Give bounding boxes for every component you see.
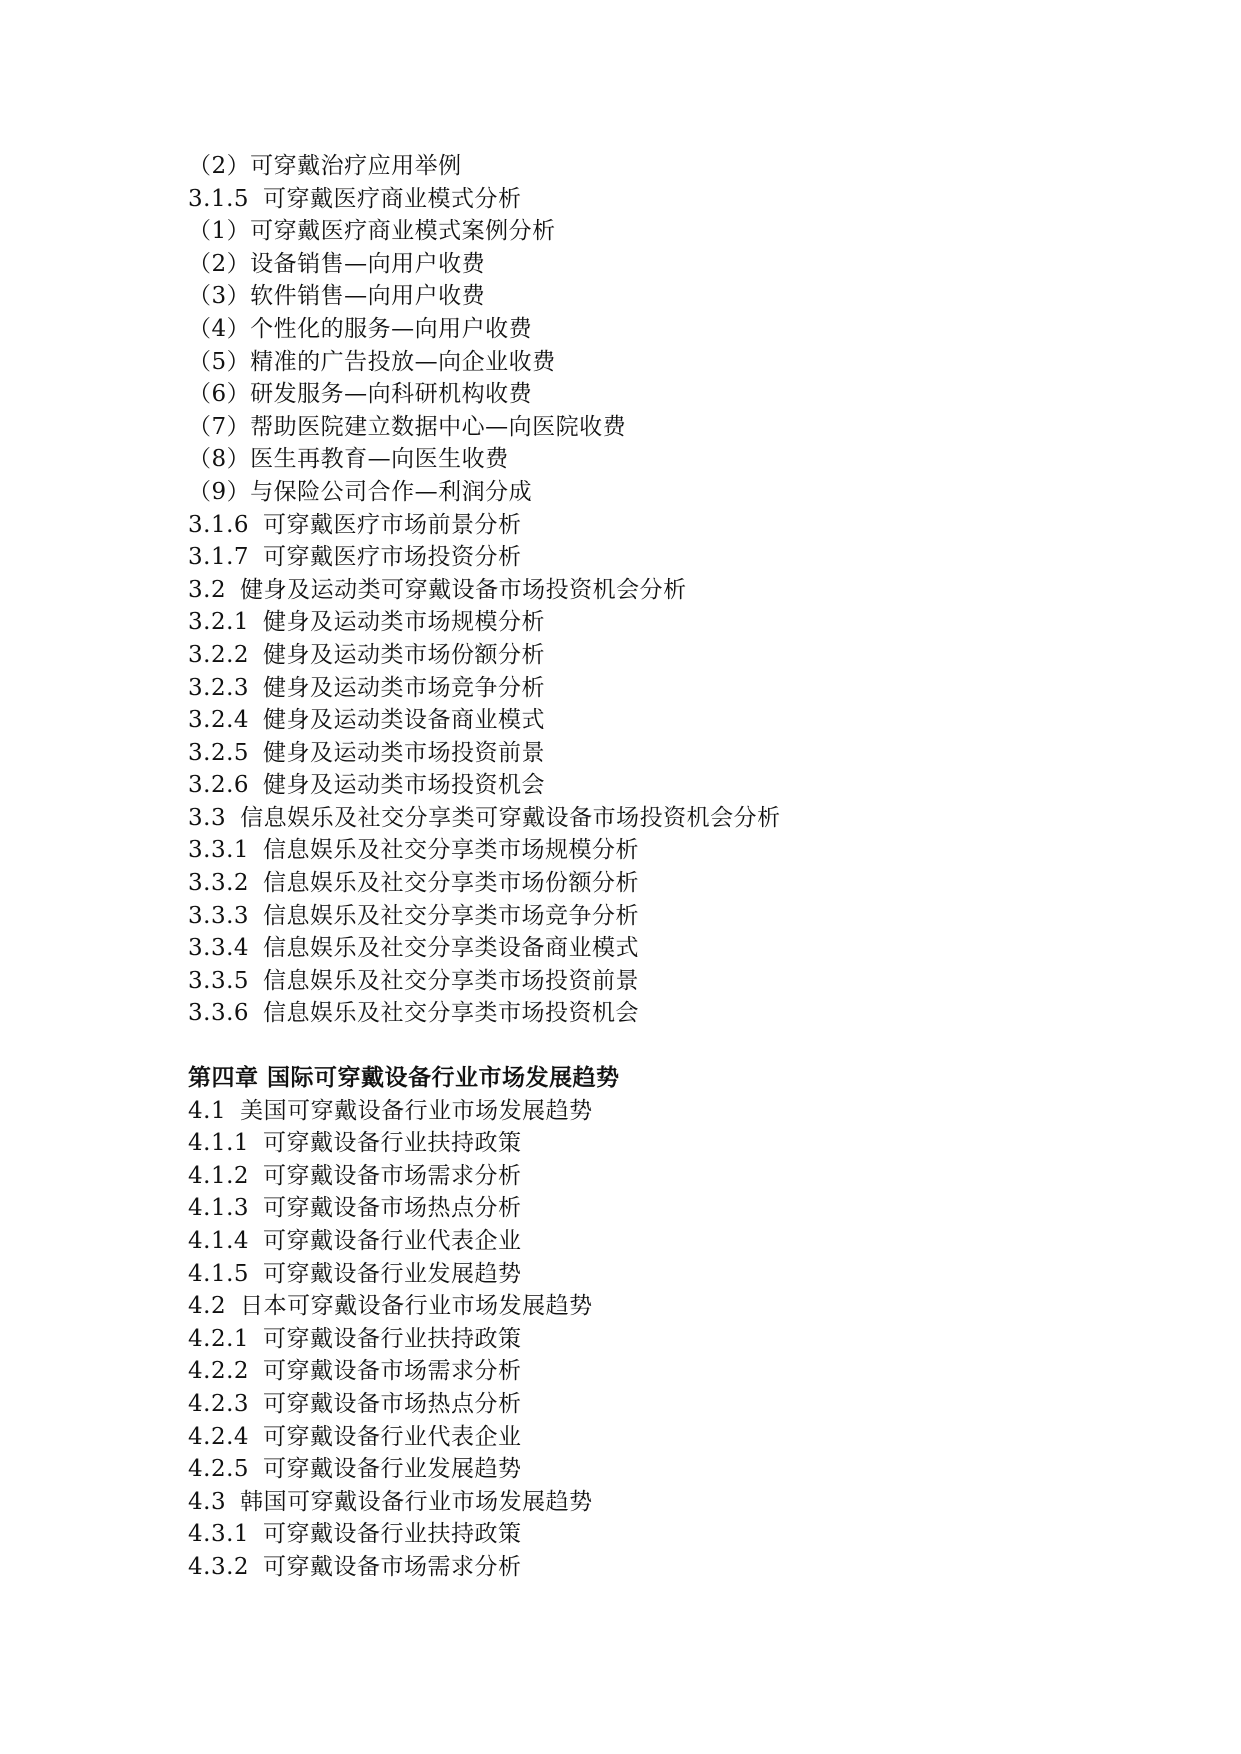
toc-entry-title: 信息娱乐及社交分享类市场份额分析	[263, 870, 640, 897]
toc-entry-title: 可穿戴设备行业代表企业	[263, 1423, 522, 1450]
toc-entry-title: 可穿戴设备行业发展趋势	[263, 1456, 522, 1483]
toc-entry	[188, 704, 1148, 737]
toc-entry-number: 3.3.5	[188, 967, 250, 994]
toc-entry	[188, 574, 1148, 607]
toc-entry	[188, 1551, 1148, 1584]
toc-entry	[188, 150, 1148, 183]
toc-entry-number: 3.2.3	[188, 674, 250, 701]
toc-entry-number: 4.1.5	[188, 1260, 250, 1287]
toc-entry-title: 设备销售—向用户收费	[250, 250, 486, 277]
toc-entry-title: 日本可穿戴设备行业市场发展趋势	[240, 1293, 593, 1320]
toc-entry	[188, 867, 1148, 900]
toc-entry-title: 信息娱乐及社交分享类市场规模分析	[263, 837, 640, 864]
toc-entry-number: 3.1.6	[188, 511, 250, 538]
toc-entry-number: （8）	[188, 446, 251, 473]
toc-entry	[188, 1258, 1148, 1291]
toc-entry	[188, 900, 1148, 933]
toc-entry-title: 可穿戴医疗市场前景分析	[263, 511, 522, 538]
toc-entry	[188, 346, 1148, 379]
toc-entry-title: 健身及运动类市场规模分析	[263, 609, 546, 636]
toc-entry	[188, 1095, 1148, 1128]
toc-entry-number: 3.1.5	[188, 185, 250, 212]
toc-entry-title: 与保险公司合作—利润分成	[250, 478, 533, 505]
toc-entry-number: 3.2.2	[188, 641, 250, 668]
toc-entry-title: 可穿戴设备市场需求分析	[263, 1553, 522, 1580]
toc-entry-number: 3.3.6	[188, 1000, 250, 1027]
toc-entry	[188, 411, 1148, 444]
toc-entry-title: 可穿戴设备行业扶持政策	[263, 1521, 522, 1548]
toc-entry-title: 健身及运动类市场投资机会	[263, 772, 546, 799]
toc-entry-title: 可穿戴设备市场热点分析	[263, 1390, 522, 1417]
toc-entry-number: 3.3	[188, 804, 227, 831]
toc-entry-number: （3）	[188, 283, 251, 310]
toc-entry	[188, 932, 1148, 965]
toc-entry-number: 4.2.4	[188, 1423, 250, 1450]
toc-entry-title: 可穿戴治疗应用举例	[250, 153, 462, 179]
toc-entry-number: 4.2.2	[188, 1358, 250, 1385]
toc-entry-number: （4）	[188, 315, 251, 342]
toc-entry-title: 可穿戴设备行业扶持政策	[263, 1130, 522, 1157]
toc-entry-title: 信息娱乐及社交分享类设备商业模式	[263, 935, 640, 962]
toc-entry	[188, 1160, 1148, 1193]
toc-entry-number: 4.1.2	[188, 1162, 250, 1189]
toc-entry-title: 帮助医院建立数据中心—向医院收费	[250, 413, 627, 440]
toc-entry	[188, 1388, 1148, 1421]
toc-entry	[188, 737, 1148, 770]
toc-entry	[188, 802, 1148, 835]
toc-entry-number: 3.3.3	[188, 902, 250, 929]
toc-entry	[188, 1127, 1148, 1160]
toc-entry-number: 3.2	[188, 576, 227, 603]
toc-entry-title: 信息娱乐及社交分享类市场竞争分析	[263, 902, 640, 929]
toc-entry	[188, 1421, 1148, 1454]
toc-entry-number: 4.2	[188, 1293, 227, 1320]
toc-entry-title: 个性化的服务—向用户收费	[250, 315, 533, 342]
toc-entry-title: 医生再教育—向医生收费	[250, 446, 509, 473]
toc-entry	[188, 639, 1148, 672]
toc-entry-title: 美国可穿戴设备行业市场发展趋势	[240, 1097, 593, 1124]
toc-entry	[188, 280, 1148, 313]
toc-entry	[188, 541, 1148, 574]
toc-entry-number: （2）	[188, 153, 251, 179]
toc-entry-title: 可穿戴设备市场需求分析	[263, 1162, 522, 1189]
toc-entry	[188, 1453, 1148, 1486]
toc-entry-number: 3.3.1	[188, 837, 250, 864]
toc-section-chapter-4	[188, 1095, 1148, 1584]
toc-entry-title: 可穿戴设备行业代表企业	[263, 1228, 522, 1254]
table-of-contents	[188, 150, 1148, 1584]
toc-entry-title: 健身及运动类市场份额分析	[263, 641, 546, 668]
toc-entry-number: （7）	[188, 413, 251, 440]
toc-entry	[188, 1355, 1148, 1388]
toc-entry-title: 可穿戴医疗商业模式分析	[263, 185, 522, 212]
toc-entry-number: （5）	[188, 348, 251, 375]
toc-entry	[188, 1518, 1148, 1551]
toc-entry	[188, 476, 1148, 509]
toc-entry	[188, 1323, 1148, 1356]
toc-entry-number: 4.1	[188, 1097, 227, 1124]
toc-entry-number: 4.1.3	[188, 1195, 250, 1222]
toc-entry-number: （1）	[188, 218, 251, 245]
toc-entry	[188, 1290, 1148, 1323]
toc-entry-title: 可穿戴设备行业发展趋势	[263, 1260, 522, 1287]
toc-entry-number: 4.1.4	[188, 1228, 250, 1254]
toc-entry-title: 信息娱乐及社交分享类市场投资机会	[263, 1000, 640, 1027]
toc-entry-title: 软件销售—向用户收费	[250, 283, 486, 310]
toc-entry	[188, 378, 1148, 411]
toc-entry-title: 可穿戴设备市场需求分析	[263, 1358, 522, 1385]
toc-entry-title: 信息娱乐及社交分享类市场投资前景	[263, 967, 640, 994]
toc-entry-title: 健身及运动类设备商业模式	[263, 707, 546, 734]
toc-entry-title: 健身及运动类市场投资前景	[263, 739, 546, 766]
toc-entry	[188, 606, 1148, 639]
toc-entry-number: 4.2.5	[188, 1456, 250, 1483]
chapter-heading: 第四章 国际可穿戴设备行业市场发展趋势	[188, 1064, 620, 1092]
toc-entry	[188, 1225, 1148, 1258]
toc-entry-title: 健身及运动类可穿戴设备市场投资机会分析	[240, 576, 687, 603]
toc-entry	[188, 443, 1148, 476]
toc-entry	[188, 834, 1148, 867]
toc-entry	[188, 965, 1148, 998]
toc-entry	[188, 1486, 1148, 1519]
toc-entry	[188, 672, 1148, 705]
toc-entry	[188, 215, 1148, 248]
toc-entry-title: 健身及运动类市场竞争分析	[263, 674, 546, 701]
toc-entry-title: 精准的广告投放—向企业收费	[250, 348, 556, 375]
toc-entry-number: 3.1.7	[188, 544, 250, 571]
toc-section-chapter-3	[188, 150, 1148, 1030]
toc-entry-number: 3.3.2	[188, 870, 250, 897]
toc-entry-title: 韩国可穿戴设备行业市场发展趋势	[240, 1488, 593, 1515]
toc-entry-number: （9）	[188, 478, 251, 505]
toc-entry	[188, 769, 1148, 802]
toc-entry	[188, 313, 1148, 346]
toc-entry-number: 3.2.4	[188, 707, 250, 734]
toc-entry-number: 4.3	[188, 1488, 227, 1515]
toc-entry-number: 3.2.1	[188, 609, 250, 636]
toc-entry-number: 4.2.3	[188, 1390, 250, 1417]
toc-entry-title: 可穿戴设备行业扶持政策	[263, 1325, 522, 1352]
toc-entry-title: 可穿戴医疗市场投资分析	[263, 544, 522, 571]
toc-entry	[188, 183, 1148, 216]
toc-entry-number: 3.2.5	[188, 739, 250, 766]
toc-entry-number: 4.3.1	[188, 1521, 250, 1548]
toc-entry-title: 可穿戴医疗商业模式案例分析	[250, 218, 556, 245]
toc-entry-title: 研发服务—向科研机构收费	[250, 381, 533, 408]
toc-entry-number: （6）	[188, 381, 251, 408]
toc-entry	[188, 1192, 1148, 1225]
section-gap	[188, 1030, 1148, 1062]
toc-entry-number: 4.1.1	[188, 1130, 250, 1157]
toc-entry-number: 3.3.4	[188, 935, 250, 962]
toc-entry	[188, 509, 1148, 542]
toc-entry-number: 4.3.2	[188, 1553, 250, 1580]
toc-entry-number: 3.2.6	[188, 772, 250, 799]
toc-entry-number: 4.2.1	[188, 1325, 250, 1352]
toc-entry	[188, 997, 1148, 1030]
toc-entry	[188, 248, 1148, 281]
toc-entry-title: 信息娱乐及社交分享类可穿戴设备市场投资机会分析	[240, 804, 781, 831]
toc-entry-title: 可穿戴设备市场热点分析	[263, 1195, 522, 1222]
toc-entry-number: （2）	[188, 250, 251, 277]
